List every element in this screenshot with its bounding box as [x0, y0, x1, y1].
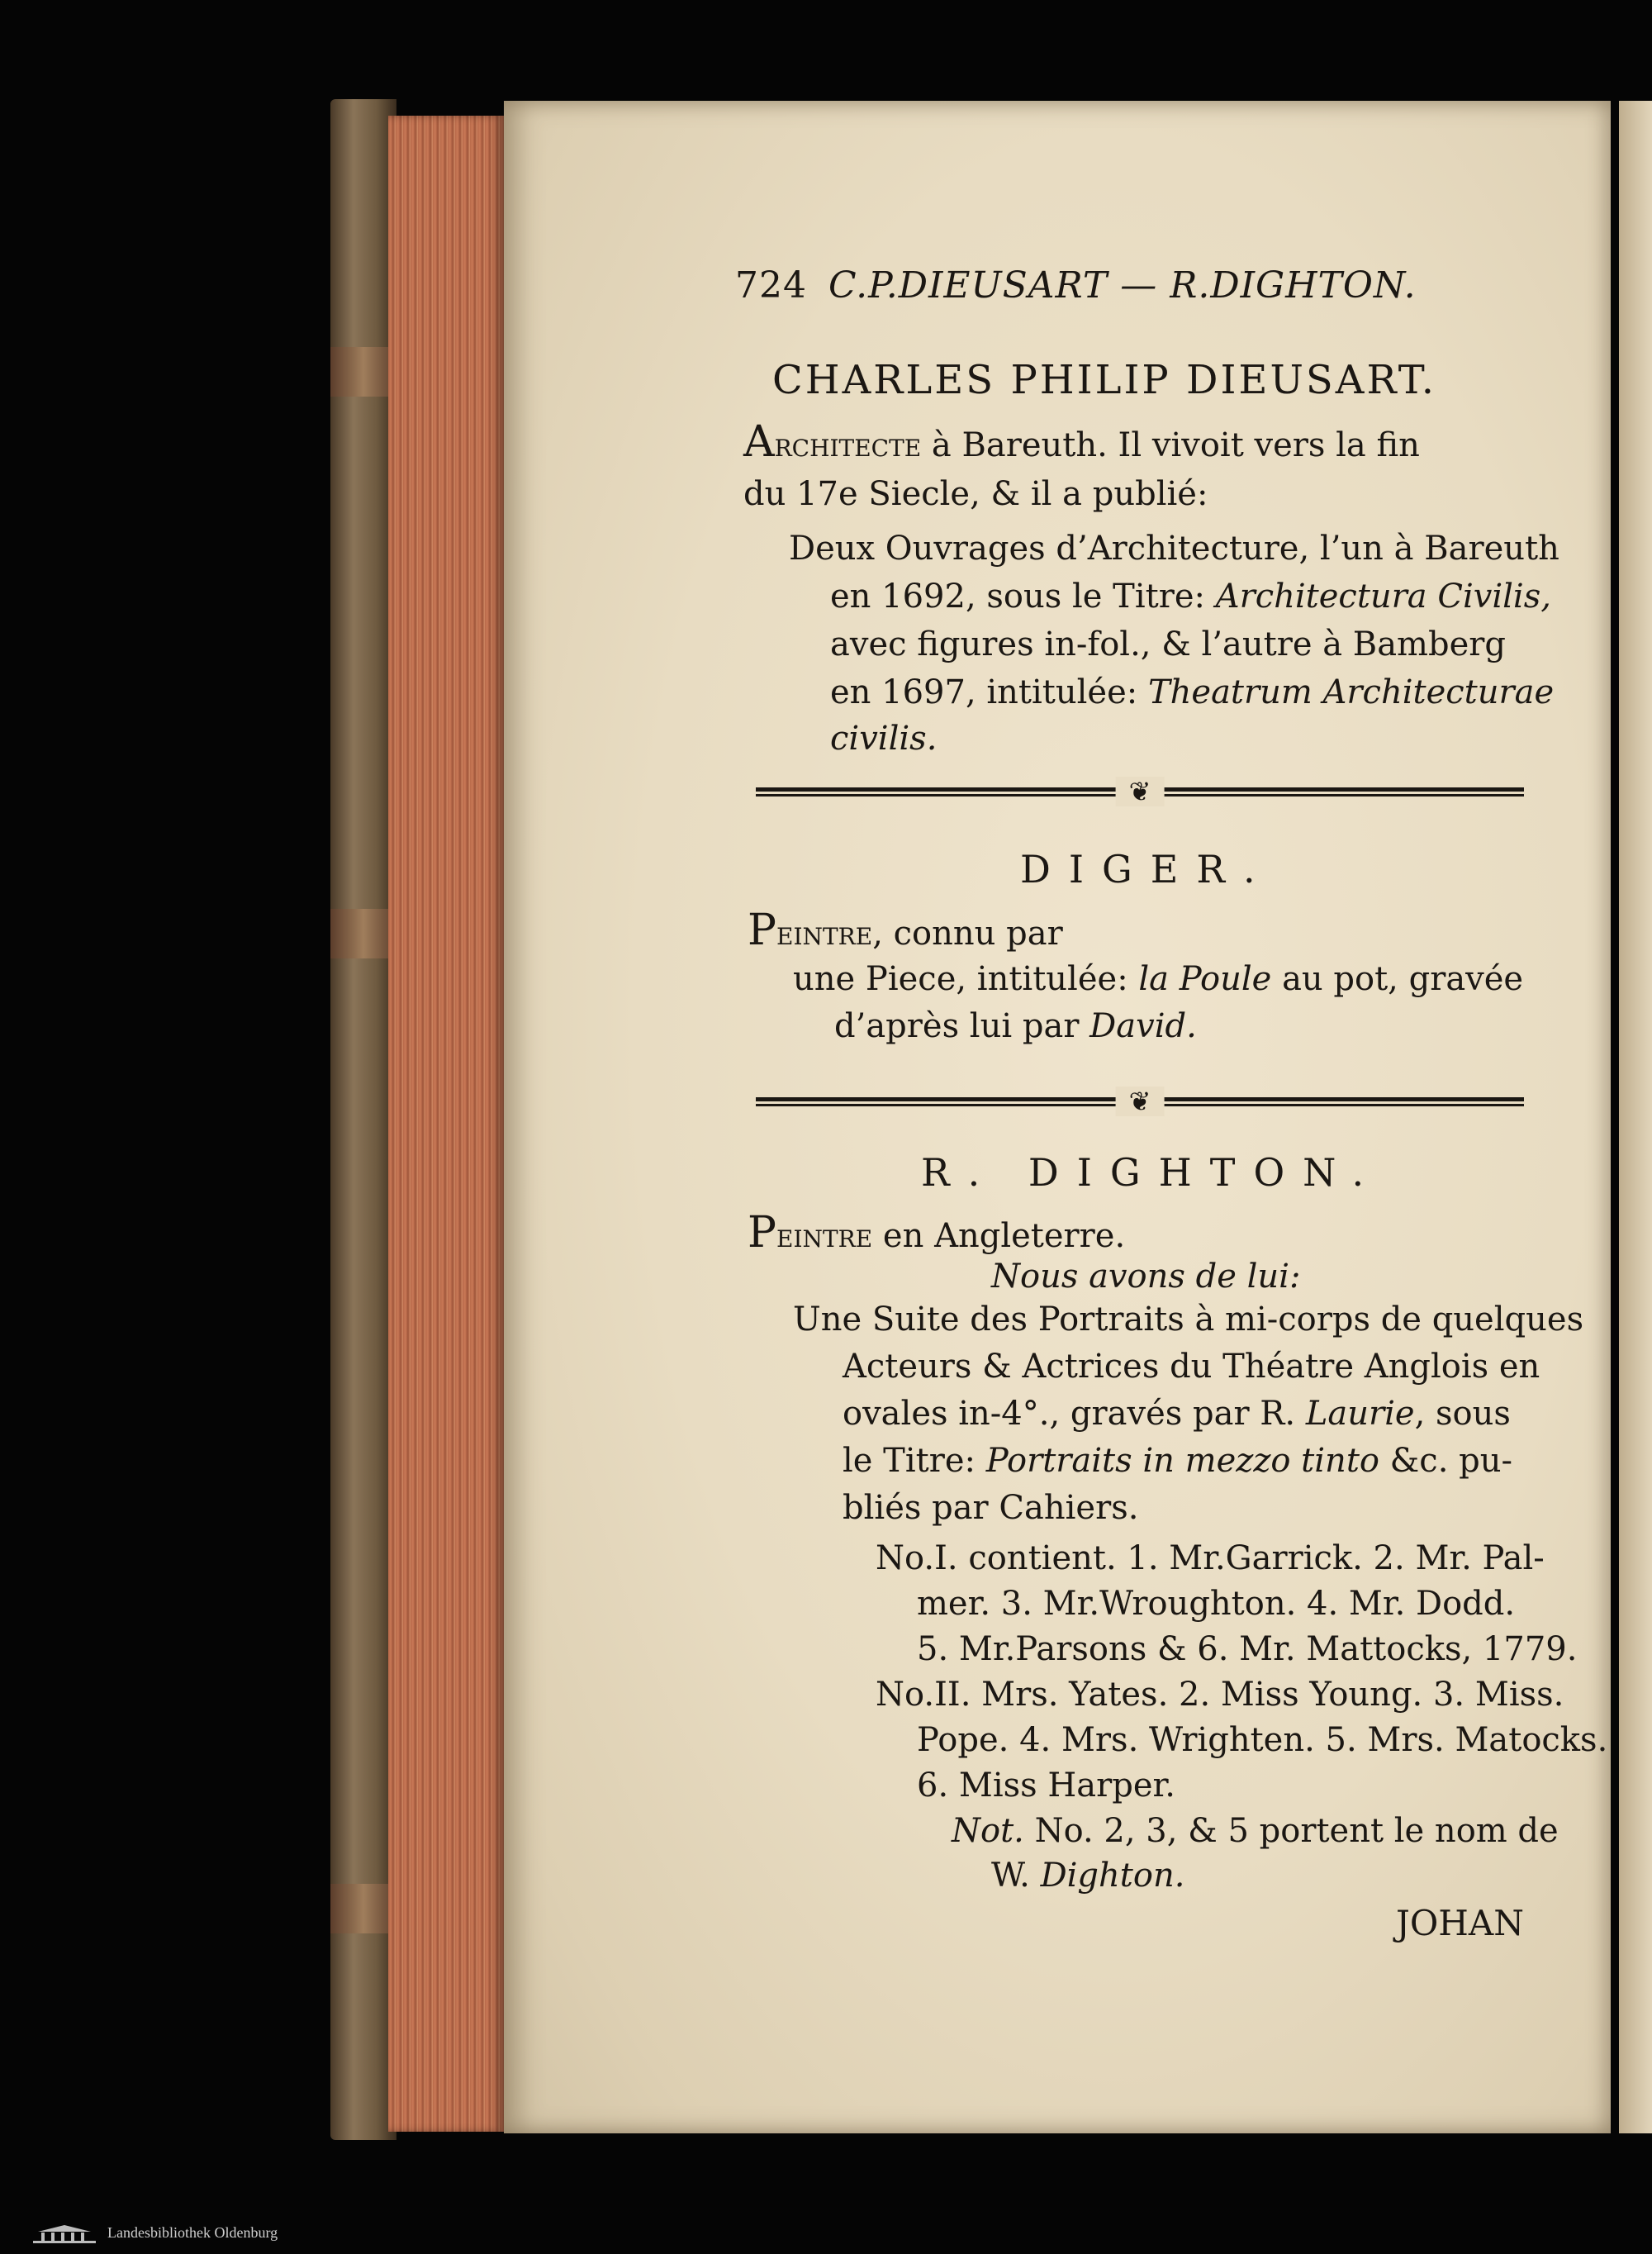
entry-body-line: Deux Ouvrages d’Architecture, l’un à Bareuth — [789, 530, 1559, 568]
facing-page-edge — [1619, 101, 1652, 2133]
spine-band — [330, 347, 396, 397]
list-line: mer. 3. Mr.Wroughton. 4. Mr. Dodd. — [917, 1585, 1516, 1623]
entry-intro-line: Peintre en Angleterre. — [748, 1208, 1126, 1258]
catchword: JOHAN — [1396, 1903, 1524, 1943]
entry-body-line: ovales in-4°., gravés par R. Laurie, sous — [843, 1395, 1511, 1433]
spine-band — [330, 909, 396, 958]
entry-title-dighton: R. DIGHTON. — [921, 1150, 1383, 1195]
ornamental-rule: ❦ — [756, 1095, 1524, 1110]
entry-body-line: civilis. — [830, 720, 938, 758]
entry-body-line: en 1697, intitulée: Theatrum Architecturae — [830, 673, 1555, 711]
entry-intro-line: Peintre, connu par — [748, 906, 1063, 955]
entry-title-dieusart: CHARLES PHILIP DIEUSART. — [772, 357, 1436, 403]
entry-body-line: Acteurs & Actrices du Théatre Anglois en — [843, 1348, 1540, 1386]
note-line: Not. No. 2, 3, & 5 portent le nom de — [952, 1812, 1559, 1850]
entry-intro-line: Architecte à Bareuth. Il vivoit vers la fin — [743, 417, 1420, 467]
entry-body-line: Une Suite des Portraits à mi-corps de quelques — [793, 1301, 1584, 1339]
ornamental-rule: ❦ — [756, 785, 1524, 800]
list-line: 6. Miss Harper. — [917, 1767, 1175, 1805]
entry-body-line: le Titre: Portraits in mezzo tinto &c. pu- — [843, 1442, 1513, 1480]
page-number: 724 — [735, 264, 807, 307]
list-line: No.I. contient. 1. Mr.Garrick. 2. Mr. Pal- — [876, 1539, 1545, 1577]
note-line: W. Dighton. — [991, 1857, 1185, 1895]
library-building-icon — [31, 2224, 97, 2244]
spine-band — [330, 1884, 396, 1933]
list-line: No.II. Mrs. Yates. 2. Miss Young. 3. Miss. — [876, 1676, 1564, 1714]
entry-body-line: avec figures in-fol., & l’autre à Bamberg — [830, 625, 1506, 663]
list-line: 5. Mr.Parsons & 6. Mr. Mattocks, 1779. — [917, 1630, 1578, 1668]
entry-body-line: une Piece, intitulée: la Poule au pot, gravée — [793, 960, 1524, 998]
running-header — [735, 264, 1417, 307]
page-edges — [388, 116, 504, 2132]
footer-library-name: Landesbibliothek Oldenburg — [107, 2224, 278, 2241]
entry-body-line: d’après lui par David. — [834, 1007, 1197, 1045]
entry-body-line: bliés par Cahiers. — [843, 1489, 1139, 1527]
entry-subhead: Nous avons de lui: — [991, 1258, 1301, 1296]
entry-intro-line: du 17e Siecle, & il a publié: — [743, 475, 1208, 513]
entry-body-line: en 1692, sous le Titre: Architectura Civilis, — [830, 578, 1551, 616]
list-line: Pope. 4. Mrs. Wrighten. 5. Mrs. Matocks. — [917, 1721, 1608, 1759]
running-title: C.P.DIEUSART — R.DIGHTON. — [828, 264, 1417, 307]
book-spine — [330, 99, 396, 2140]
entry-title-diger: DIGER. — [1020, 847, 1274, 892]
